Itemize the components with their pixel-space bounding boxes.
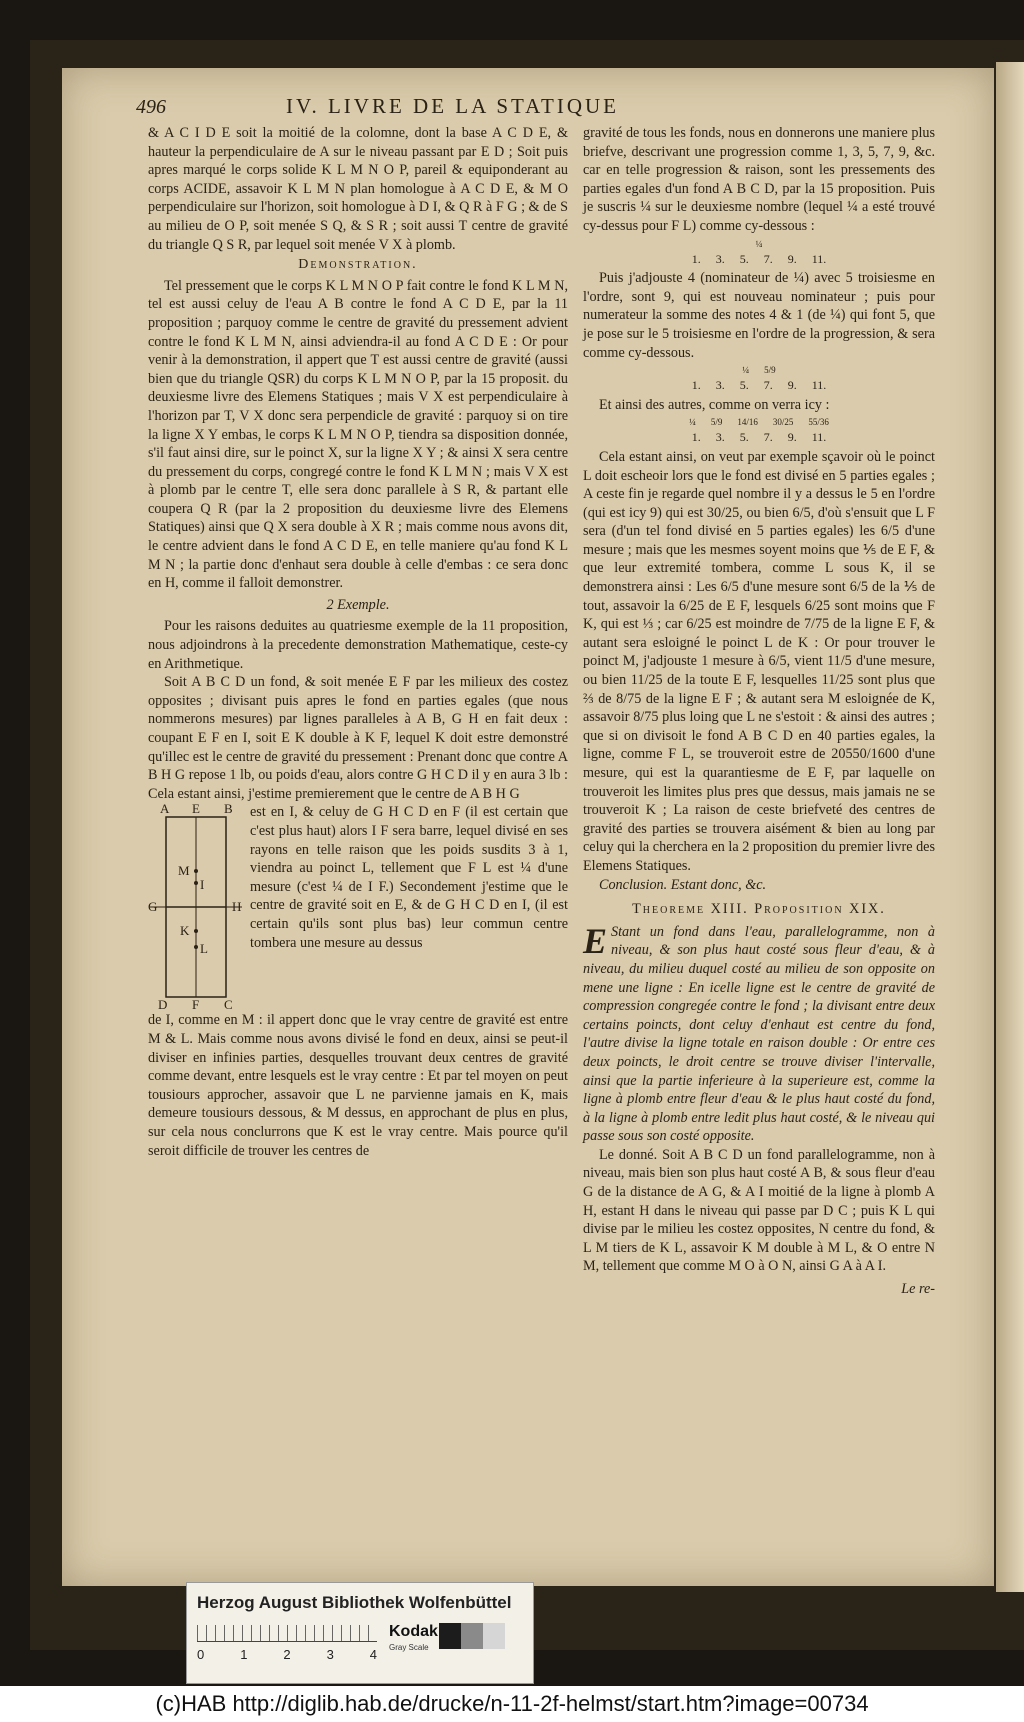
fraction: ¼ (755, 238, 763, 249)
progression-row (583, 250, 935, 269)
progression-number: 5. (739, 430, 749, 445)
progression-number: 3. (715, 251, 725, 266)
figure-side-text (250, 803, 568, 1011)
progression-number: 11. (811, 251, 827, 266)
section-heading: Demonstration. (298, 257, 418, 273)
catch-word: Le re- (901, 1281, 935, 1298)
ruler-number: 2 (283, 1647, 291, 1662)
paragraph: de I, comme en M : il appert donc que le vray centre de gravité est entre M & L. Mais comme nous avons divisé le fond en deux, ainsi se peut-il diviser en infinies parties, desquelles trouvant deux centres de gravité comme devant, entre lesquels est le vray centre : Et par tel moyen on peut tousiours approcher, assavoir que L ne parvienne jamais en K, mais demeure tousiours dessous, & M dessus, en approchant de plus en plus, sur cela nous conclurrons que K est le vray centre. Mais pource qu'il seroit difficile de trouver les centres de (148, 1012, 568, 1159)
ruler-number: 3 (326, 1647, 334, 1662)
library-color-target (186, 1582, 534, 1684)
paragraph: Soit A B C D un fond, & soit menée E F par les milieux des costez opposites ; divisant puis apres le fond en parties egales (que nous nommerons mesures) par lignes paralleles à A B, G H en fait deux : coupant E F en I, soit E K double à K F, lequel K doit estre demonstré qu'illec est le centre de gravité du pressement : Prenant donc que contre A B H G repose 1 lb, ou poids d'eau, alors contre G H C D il y en aura 3 lb : Cela estant ainsi, j'estime premierement que le centre de A B H G (148, 674, 568, 802)
progression-number: 5. (739, 251, 749, 266)
paragraph: Tel pressement que le corps K L M N O P fait contre le fond K L M N, tel est aussi celuy de l'eau A B contre le fond A C D E, par la 11 proposition ; parquoy comme le centre de gravité du pressement advient contre le fond K L M N, ainsi adviendra-il au fond A C D E : Or pour venir à la demonstration, il appert que T est aussi centre de gravité (aussi bien que du triangle QSR) du corps K L M N O P, par la 15 proposit. du deuxiesme livre des Elemens Statiques ; mais V X est perpendiculaire à l'horizon par T, V X donc sera perpendicle de gravité : parquoy si on tire la ligne X Y embas, le corps K L M N O P, tiendra sa disposition donnée, s'il faut ainsi dire, sur le poinct X, sur la ligne X Y ; & ainsi X sera centre du pressement du corps, congregé contre le fond K L M N ; mais V X est à plomb par le centre T, elle sera donc parallele à S R, & partant elle coupera Q R (par la 2 proposition du deuxiesme livre des Elemens Statiques) ainsi que Q X sera double à X R ; mais comme nous avons dit, le centre advient dans le fond A C D E, en telle maniere qu'au fond K L M N ; la partie donc d'enhaut sera double à celle d'embas : ce sera donc en H, comme il falloit demonstrer. (148, 277, 568, 592)
figure-label: C (224, 997, 233, 1012)
fraction: 55/36 (808, 417, 829, 428)
progression-number: 1. (691, 378, 701, 393)
paragraph: gravité de tous les fonds, nous en donnerons une maniere plus briefve, descrivant une progression comme 1, 3, 5, 7, 9, &c. car en telle progression & raison, sont les pressements des parties egales d'un fond A B C D, par la 15 proposition. Puis je suscris ¼ sur le deuxiesme nombre (lequel ¼ a esté trouvé cy-dessus pour F L) comme cy-dessous : (583, 125, 935, 234)
progression-number: 9. (787, 251, 797, 266)
figure-label: A (160, 803, 170, 817)
fraction: 30/25 (772, 417, 794, 428)
progression-number: 1. (691, 430, 701, 445)
page-header (136, 94, 776, 124)
figure-block (148, 803, 568, 1011)
next-page-edge (996, 62, 1024, 1592)
figure-label: B (224, 803, 233, 817)
figure-label: H (232, 899, 242, 915)
ruler-ticks (197, 1625, 377, 1641)
figure-label: G (148, 899, 158, 915)
theorem-heading: Theoreme XIII. Proposition XIX. (632, 901, 886, 918)
gray-scale-label: Gray Scale (389, 1643, 429, 1652)
gray-swatch (483, 1623, 505, 1649)
figure-label: E (192, 803, 200, 817)
paragraph: Le donné. Soit A B C D un fond parallelogramme, non à niveau, mais bien son plus haut costé A B, & sous fleur d'eau G de la distance de A G, & A I moitié de la ligne à plomb A H, estant H dans le niveau qui passe par D C ; puis K L qui divise par le milieu les costez opposites, N centre du fond, & L M tiers de K L, assavoir K M double à M L, & O entre N M, tellement que comme M O à O N, ainsi G A à A I. (583, 1146, 935, 1275)
fraction: 14/16 (737, 417, 758, 428)
geometry-figure (148, 803, 244, 1011)
page-number: 496 (136, 96, 166, 118)
gray-swatches (439, 1623, 505, 1649)
progression-number: 9. (787, 378, 797, 393)
right-column (583, 124, 935, 1299)
ruler-number: 1 (240, 1647, 248, 1662)
paragraph: Cela estant ainsi, on veut par exemple sçavoir où le poinct L doit escheoir lors que le fond est divisé en 5 parties egales ; A ceste fin je regarde quel nombre il y a dessus le 5 en l'ordre (qui est icy 9) qui est 30/25, ou bien 6/5, d'où s'ensuit que L F sera (d'un tel fond divisé en 5 parties egales) les 6/5 d'une mesure ; mais que les mesmes soyent moins que ⅕ de E F, & que leur extremité tombera, comme L sous K, il se demonstrera ainsi : Les 6/5 d'une mesure sont 6/5 de la ⅕ de tout, assavoir la 6/25 de E F, lesquels 6/25 sont moins que F K, qui est ⅓ ; car 6/25 est moindre de 7/75 de la ligne E F, & autant sera esloigné le poinct L de K : Or pour trouver le poinct M, j'adjouste 1 mesure à 6/5, vient 11/5 d'une mesure, ou bien 11/25 de la toute E F, lesquelles 11/25 sont plus que ⅔ de 8/75 de la ligne E F ; & autant sera M esloignée de K, assavoir 8/75 plus loing que L ne s'estoit : & ainsi des autres ; que si on divisoit le fond A B C D en 40 parties egales, la ligne, comme F L, se trouveroit estre de 20550/1600 d'une mesure, qui est la quarantiesme de E F, par laquelle on trouveroit les limites plus pres que dessus, mais jamais ne se trouveroit K ; La raison de ceste briefveté des centres de gravité des parties se trouvera aisément & bien au long par celuy qui la cherchera en la 2 proposition du premier livre des Elemens Statiques. (583, 448, 935, 874)
figure-label: D (158, 997, 168, 1012)
ruler-number: 4 (369, 1647, 377, 1662)
drop-cap: E (583, 920, 608, 961)
progression-number: 11. (811, 430, 827, 445)
ruler-number: 0 (197, 1647, 205, 1662)
figure-diagram (148, 803, 244, 1011)
theorem-statement (583, 920, 935, 1146)
kodak-logo: Kodak (389, 1623, 438, 1640)
progression-number: 11. (811, 378, 827, 393)
progression-number: 3. (715, 430, 725, 445)
figure-label: F (192, 997, 200, 1012)
running-title: IV. LIVRE DE LA STATIQUE (286, 94, 619, 118)
gray-swatch (461, 1623, 483, 1649)
paragraph: Puis j'adjouste 4 (nominateur de ¼) avec 5 troisiesme en l'ordre, sont 9, qui est nouveau nominateur ; puis pour numerateur la somme des notes 4 & 1 (de ¼) qui font 5, que je pose sur le 5 troisiesme en l'ordre de la progression, & sera comme cy-dessous. (583, 270, 935, 361)
progression-number: 7. (763, 251, 773, 266)
footer-url: (c)HAB http://diglib.hab.de/drucke/n-11-2f-helmst/start.htm?image=00734 (0, 1686, 1024, 1722)
fraction: 5/9 (710, 417, 723, 428)
figure-label: L (200, 941, 208, 957)
left-column (148, 124, 568, 1160)
progression-row (583, 376, 935, 395)
progression-number: 5. (739, 378, 749, 393)
fraction: 5/9 (764, 365, 776, 376)
fraction-row (583, 238, 935, 250)
conclusion: Conclusion. Estant donc, &c. (599, 876, 767, 893)
progression-number: 7. (763, 378, 773, 393)
progression-number: 3. (715, 378, 725, 393)
paragraph: Et ainsi des autres, comme on verra icy : (599, 396, 830, 413)
theorem-text: Stant un fond dans l'eau, parallelogramme, non à niveau, & son plus haut costé sous fleur d'eau, & à niveau, du milieu duquel costé au milieu de son opposite on mene une ligne : En icelle ligne est le centre de gravité de compression congregée contre le fond ; la divisant entre deux certains poincts, dont celuy d'enhaut est centre du fond, l'autre divise la ligne totale en raison double : Or entre ces deux poincts, le droit centre se trouve diviser l'intervalle, ainsi que la partie inferieure à la superieure est, comme la ligne à plomb entre fleur d'eau & le plus haut costé du fond, à la ligne à plomb entre ledit plus haut costé, & le niveau qui passe sous son costé opposite. (583, 923, 935, 1145)
fraction: ¼ (742, 365, 750, 376)
ruler-numbers (197, 1647, 377, 1662)
fraction-row (583, 364, 935, 376)
fraction: ¼ (689, 417, 696, 428)
figure-label: I (200, 877, 205, 893)
paragraph: est en I, & celuy de G H C D en F (il est certain que c'est plus haut) alors I F sera barre, lequel divisé en ses rayons en telle raison que les poids susdits 3 à 1, viendra au poinct L, tellement que F L est ¼ d'une mesure (c'est ¼ de I F.) Secondement j'estime que le centre de gravité soit en E, & de G H C D en I, (il est certain qu'ils sont plus bas) leur commun centre tombera une mesure au dessus (250, 804, 568, 951)
library-name: Herzog August Bibliothek Wolfenbüttel (197, 1593, 512, 1612)
gray-swatch (439, 1623, 461, 1649)
paragraph: Pour les raisons deduites au quatriesme exemple de la 11 proposition, nous adjoindrons à la precedente demonstration Mathematique, ceste-cy en Arithmetique. (148, 618, 568, 672)
section-heading: 2 Exemple. (326, 596, 390, 613)
progression-number: 1. (691, 251, 701, 266)
progression-number: 9. (787, 430, 797, 445)
paragraph: & A C I D E soit la moitié de la colomne, dont la base A C D E, & hauteur la perpendiculaire de A sur le niveau passant par E D ; Soit puis apres marqué le corps solide K L M N O P, pareil & equiponderant au corps ACIDE, assavoir K L M N plan homologue à A C D E, & M O perpendiculaire sur l'horizon, soit homologue à D I, & Q R à F G ; & de S au milieu de O P, soit menée S Q, & S R ; soit aussi T centre de gravité du triangle Q S R, par lequel soit menée V X à plomb. (148, 125, 568, 253)
figure-label: K (180, 923, 190, 939)
fraction-row (583, 416, 935, 428)
progression-number: 7. (763, 430, 773, 445)
figure-label: M (178, 863, 190, 879)
progression-row (583, 428, 935, 447)
